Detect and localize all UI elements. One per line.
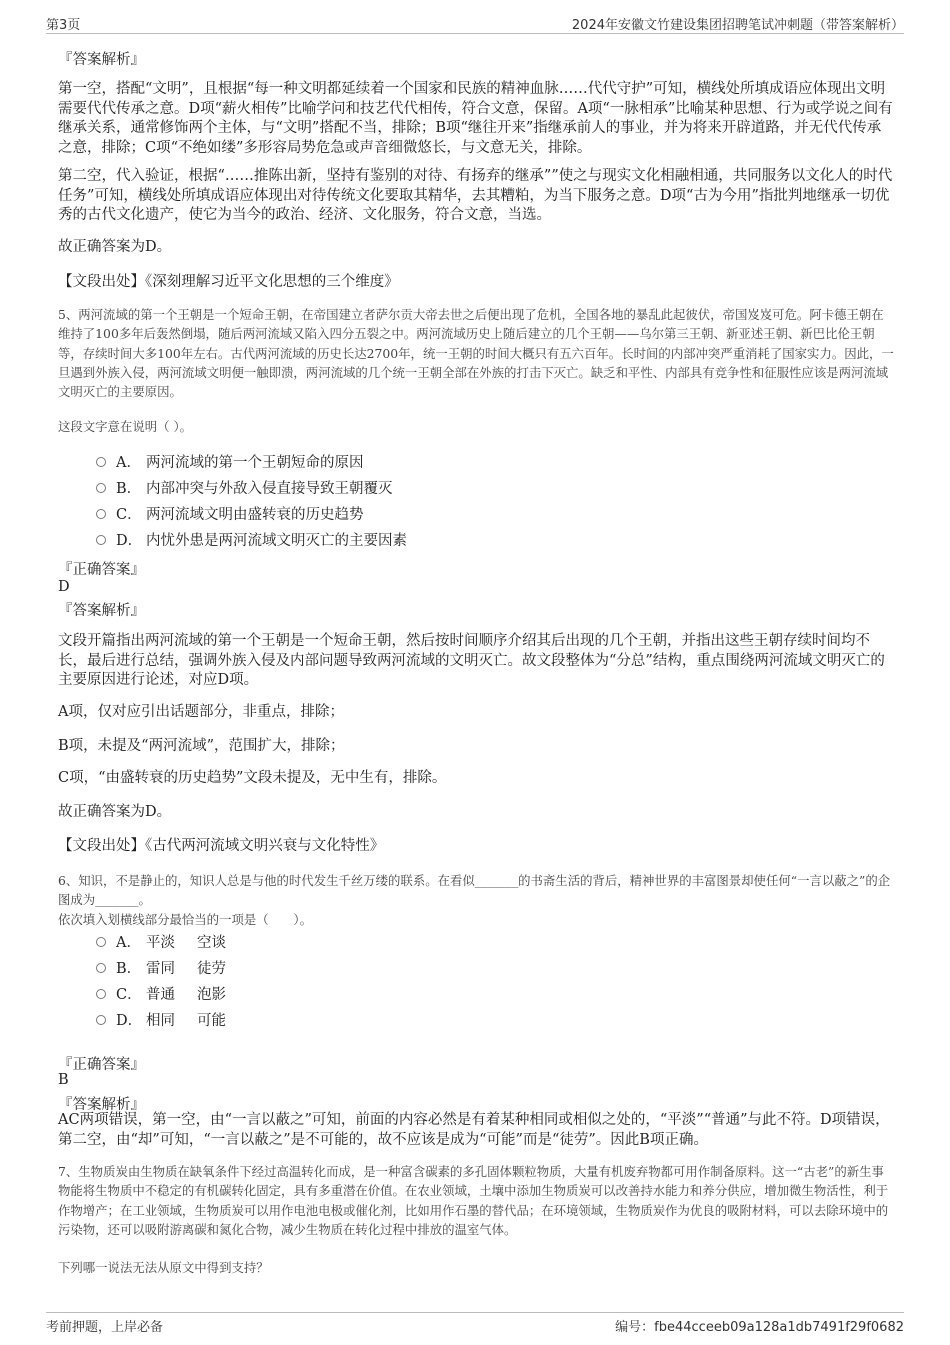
footer-divider [46, 1312, 904, 1313]
answer-conclusion: 故正确答案为D。 [58, 804, 172, 820]
source-citation: 【文段出处】《深刻理解习近平文化思想的三个维度》 [58, 274, 399, 290]
radio-icon[interactable] [96, 457, 106, 467]
option-a[interactable] [96, 933, 226, 953]
option-key: D． [116, 1013, 143, 1029]
radio-icon[interactable] [96, 1015, 106, 1025]
radio-icon[interactable] [96, 483, 106, 493]
option-word-2: 空谈 [197, 935, 226, 951]
source-citation: 【文段出处】《古代两河流域文明兴衰与文化特性》 [58, 838, 385, 854]
header-divider [46, 33, 904, 34]
option-text: 两河流域的第一个王朝短命的原因 [146, 455, 364, 471]
correct-answer-label: 『正确答案』 [58, 562, 145, 578]
option-word-1: 平淡 [146, 935, 175, 951]
option-key: A． [116, 455, 141, 471]
option-c[interactable] [96, 505, 364, 525]
answer-conclusion: 故正确答案为D。 [58, 239, 172, 255]
option-word-1: 雷同 [146, 961, 175, 977]
option-d[interactable] [96, 531, 407, 551]
radio-icon[interactable] [96, 509, 106, 519]
answer-analysis-label: 『答案解析』 [58, 603, 145, 619]
analysis-paragraph: B项，未提及“两河流域”，范围扩大，排除； [58, 738, 345, 754]
analysis-paragraph: 第一空，搭配“文明”，且根据“每一种文明都延续着一个国家和民族的精神血脉……代代守护”可知，横线处所填成语应体现出文明需要代代传承之意。D项“薪火相传”比喻学问和技艺代代相传，符合文意，保留。A项“一脉相承”比喻某种思想、行为或学说之间有继承关系，通常修饰两个主体，与“文明”搭配不当，排除；B项“继往开来”指继承前人的事业，并为将来开辟道路，并无代代传承之意，排除；C项“不绝如缕”多形容局势危急或声音细微悠长，与文意无关，排除。 [58, 81, 893, 156]
question-stem: 5、两河流域的第一个王朝是一个短命王朝，在帝国建立者萨尔贡大帝去世之后便出现了危机，全国各地的暴乱此起彼伏，帝国岌岌可危。阿卡德王朝在维持了100多年后轰然倒塌，随后两河流域又陷入四分五裂之中。两河流域历史上随后建立的几个王朝——乌尔第三王朝、新亚述王朝、新巴比伦王朝等，存续时间大多100年左右。古代两河流域的历史长达2700年，统一王朝的时间大概只有五六百年。长时间的内部冲突严重消耗了国家实力。因此，一旦遇到外族入侵，两河流域文明便一触即溃，两河流域的几个统一王朝全部在外族的打击下灭亡。缺乏和平性、内部具有竞争性和征服性应该是两河流域文明灭亡的主要原因。 [58, 307, 894, 400]
question-stem: 6、知识，不是静止的，知识人总是与他的时代发生千丝万缕的联系。在看似_______的书斋生活的背后，精神世界的丰富图景却使任何“一言以蔽之”的企图成为_______。 [58, 873, 891, 908]
correct-answer-label: 『正确答案』 [58, 1057, 145, 1073]
radio-icon[interactable] [96, 535, 106, 545]
option-key: C． [116, 507, 142, 523]
answer-analysis-label: 『答案解析』 [58, 52, 145, 68]
document-id: 编号：fbe44cceeb09a128a1db7491f29f0682 [615, 1320, 904, 1335]
option-c[interactable] [96, 985, 226, 1005]
option-b[interactable] [96, 479, 393, 499]
option-text: 内部冲突与外敌入侵直接导致王朝覆灭 [146, 481, 393, 497]
analysis-paragraph: AC两项错误，第一空，由“一言以蔽之”可知，前面的内容必然是有着某种相同或相似之处的，“平淡”“普通”与此不符。D项错误，第二空，由“却”可知，“一言以蔽之”是不可能的，故不应该是成为“可能”而是“徒劳”。因此B项正确。 [58, 1112, 890, 1148]
option-key: D． [116, 533, 143, 549]
option-text: 两河流域文明由盛转衰的历史趋势 [146, 507, 364, 523]
question-stem: 7、生物质炭由生物质在缺氧条件下经过高温转化而成，是一种富含碳素的多孔固体颗粒物质，大量有机废弃物都可用作制备原料。这一“古老”的新生事物能将生物质中不稳定的有机碳转化固定，具有多重潜在价值。在农业领域，土壤中添加生物质炭可以改善持水能力和养分供应，增加微生物活性，利于作物增产；在工业领域，生物质炭可以用作电池电极或催化剂，比如用作石墨的替代品；在环境领域，生物质炭作为优良的吸附材料，可以去除环境中的污染物，还可以吸附游离碳和氮化合物，减少生物质在转化过程中排放的温室气体。 [58, 1164, 889, 1237]
page-number: 第3页 [46, 18, 81, 33]
analysis-paragraph: A项，仅对应引出话题部分，非重点，排除； [58, 704, 344, 720]
question-prompt: 依次填入划横线部分最恰当的一项是（ ）。 [58, 912, 313, 927]
option-a[interactable] [96, 453, 364, 473]
option-word-2: 泡影 [197, 987, 226, 1003]
answer-analysis-label: 『答案解析』 [58, 1097, 145, 1113]
option-key: B． [116, 481, 142, 497]
option-word-2: 可能 [197, 1013, 226, 1029]
analysis-paragraph: 第二空，代入验证，根据“……推陈出新，坚持有鉴别的对待、有扬弃的继承””使之与现实文化相融相通，共同服务以文化人的时代任务”可知，横线处所填成语应体现出对待传统文化要取其精华，去其糟粕，为当下服务之意。D项“古为今用”指批判地继承一切优秀的古代文化遗产，使它为当今的政治、经济、文化服务，符合文意，当选。 [58, 168, 893, 223]
correct-answer: B [58, 1072, 69, 1088]
question-prompt: 下列哪一说法无法从原文中得到支持？ [58, 1260, 269, 1275]
correct-answer: D [58, 579, 70, 595]
page-header [46, 14, 904, 32]
footer-slogan: 考前押题，上岸必备 [46, 1320, 164, 1335]
option-key: A． [116, 935, 141, 951]
radio-icon[interactable] [96, 989, 106, 999]
radio-icon[interactable] [96, 937, 106, 947]
option-text: 内忧外患是两河流域文明灭亡的主要因素 [146, 533, 407, 549]
option-key: C． [116, 987, 142, 1003]
analysis-paragraph: 文段开篇指出两河流域的第一个王朝是一个短命王朝，然后按时间顺序介绍其后出现的几个王朝，并指出这些王朝存续时间均不长，最后进行总结，强调外族入侵及内部问题导致两河流域的文明灭亡。故文段整体为“分总”结构，重点围绕两河流域文明灭亡的主要原因进行论述，对应D项。 [58, 633, 885, 688]
option-key: B． [116, 961, 142, 977]
option-word-1: 普通 [146, 987, 175, 1003]
option-d[interactable] [96, 1011, 226, 1031]
option-word-2: 徒劳 [197, 961, 226, 977]
analysis-paragraph: C项，“由盛转衰的历史趋势”文段未提及，无中生有，排除。 [58, 770, 447, 786]
option-b[interactable] [96, 959, 226, 979]
option-word-1: 相同 [146, 1013, 175, 1029]
document-title: 2024年安徽文竹建设集团招聘笔试冲刺题（带答案解析） [571, 18, 904, 33]
radio-icon[interactable] [96, 963, 106, 973]
question-prompt: 这段文字意在说明（ ）。 [58, 419, 193, 434]
